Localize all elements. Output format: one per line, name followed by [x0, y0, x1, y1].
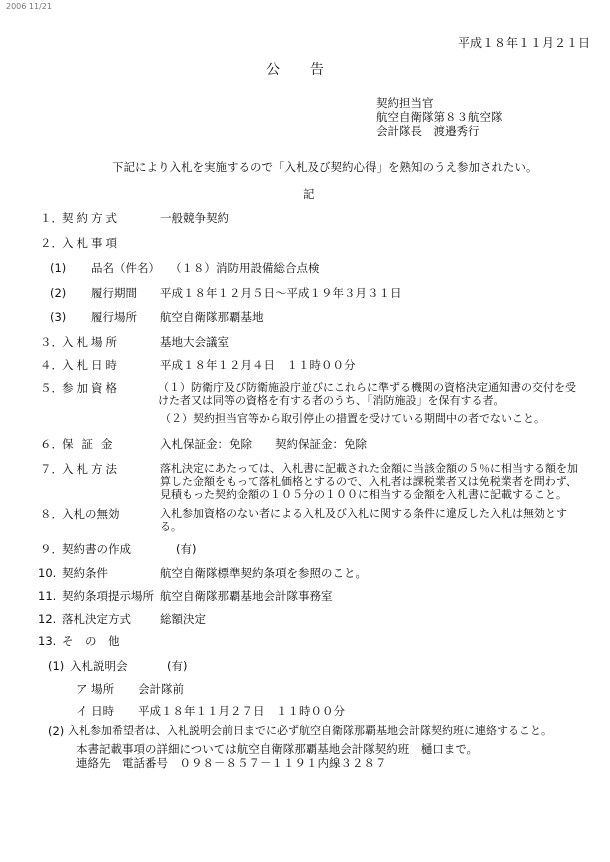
eligibility-condition-1: （１）防衛庁及び防衛施設庁並びにこれらに準ずる機関の資格決定通知書の交付を受けた者又は同等の資格を有する者のうち、「消防施設」を保有する者。: [158, 381, 576, 407]
item-value: 一般競争契約: [160, 211, 229, 225]
item-number: １．: [40, 211, 63, 225]
item-number: ４．: [40, 358, 63, 372]
eligibility-condition-2: （２）契約担当官等から取引停止の措置を受けている期間中の者でないこと。: [160, 412, 545, 425]
subitem-value: 平成１８年１１月２７日 １１時００分: [138, 704, 345, 718]
item-value: 航空自衛隊那覇基地会計隊事務室: [160, 589, 333, 603]
item-number: 10.: [38, 566, 57, 580]
item-label: 契約条項提示場所: [62, 589, 154, 603]
item-value: 総額決定: [160, 612, 206, 626]
item-number: 12.: [38, 612, 57, 626]
contact-footer: [76, 742, 478, 770]
item-label: 参加資格: [62, 381, 120, 395]
item-number: ６．: [40, 437, 63, 451]
item-label: 契約条件: [62, 566, 108, 580]
item-label: そ の 他: [62, 634, 120, 648]
subitem-number: (2): [50, 286, 67, 300]
item-label: 契約書の作成: [62, 542, 131, 556]
subitem-label: 履行場所: [91, 310, 137, 324]
subitem-number: (2): [48, 724, 65, 738]
subitem-value: 入札参加希望者は、入札説明会前日までに必ず航空自衛隊那覇基地会計隊契約班に連絡すること。: [68, 724, 552, 737]
item-number: 13.: [38, 634, 57, 648]
footer-phone: 連絡先 電話番号 ０９８－８５７－１１９１内線３２８７: [76, 756, 387, 770]
item-label: 保証金: [62, 437, 121, 451]
item-label: 契約方式: [62, 211, 120, 225]
item-value: (有): [176, 542, 197, 556]
item-value: 入札参加資格のない者による入札及び入札に関する条件に違反した入札は無効とする。: [160, 507, 567, 533]
item-label: 落札決定方式: [62, 612, 131, 626]
item-label: 入札事項: [62, 236, 120, 250]
item-number: ３．: [40, 335, 63, 349]
item-number: ８．: [40, 507, 63, 521]
intro-text: 下記により入札を実施するので「入札及び契約心得」を熟知のうえ参加されたい。: [112, 160, 538, 174]
footer-details: 本書記載事項の詳細については航空自衛隊那覇基地会計隊契約班 樋口まで。: [76, 742, 479, 756]
subitem-label: ア 場所: [76, 682, 115, 696]
item-number: ２．: [40, 236, 63, 250]
subitem-number: (1): [48, 659, 65, 673]
item-value: 基地大会議室: [160, 335, 229, 349]
item-value: 平成１８年１２月４日 １１時００分: [160, 358, 356, 372]
issuer-unit: 航空自衛隊第８３航空隊: [376, 110, 503, 124]
item-label: 入札場所: [62, 335, 120, 349]
subitem-value: 平成１８年１２月５日～平成１９年３月３１日: [160, 286, 402, 300]
item-label: 入札の無効: [62, 507, 120, 521]
subitem-value: (有): [167, 659, 188, 673]
issuer-block: [376, 96, 503, 138]
item-value: 航空自衛隊標準契約条項を参照のこと。: [160, 566, 367, 580]
subitem-label: 品名（件名）: [91, 261, 160, 275]
item-value: 落札決定にあたっては、入札書に記載された金額に当該金額の５％に相当する額を加算した金額をもって落札価格とするので、入札者は課税業者又は免税業者を問わず、見積もった契約金額の１０５分の１００に相当する金額を入札書に記載すること。: [160, 462, 578, 501]
fax-header-code: 2006 11/21: [6, 2, 52, 11]
item-number: 11.: [38, 589, 57, 603]
item-value: 入札保証金：免除 契約保証金：免除: [160, 437, 367, 451]
subitem-number: (1): [50, 261, 67, 275]
subitem-label: 履行期間: [91, 286, 137, 300]
document-title: 公告: [266, 62, 354, 78]
subitem-value: （１８）消防用設備総合点検: [170, 261, 320, 275]
subitem-value: 航空自衛隊那覇基地: [160, 310, 264, 324]
item-label: 入札日時: [62, 358, 120, 372]
issuer-role: 契約担当官: [376, 96, 434, 110]
item-number: ７．: [40, 462, 63, 476]
subitem-value: 会計隊前: [138, 682, 184, 696]
subitem-number: (3): [50, 310, 67, 324]
issuer-name: 会計隊長 渡邉秀行: [376, 124, 480, 138]
item-number: ９．: [40, 542, 63, 556]
ki-heading: 記: [303, 187, 315, 201]
subitem-label: 入札説明会: [70, 659, 128, 673]
item-label: 入札方法: [62, 462, 120, 476]
subitem-label: イ 日時: [76, 704, 115, 718]
item-number: ５．: [40, 381, 63, 395]
document-date: 平成１８年１１月２１日: [458, 36, 591, 50]
